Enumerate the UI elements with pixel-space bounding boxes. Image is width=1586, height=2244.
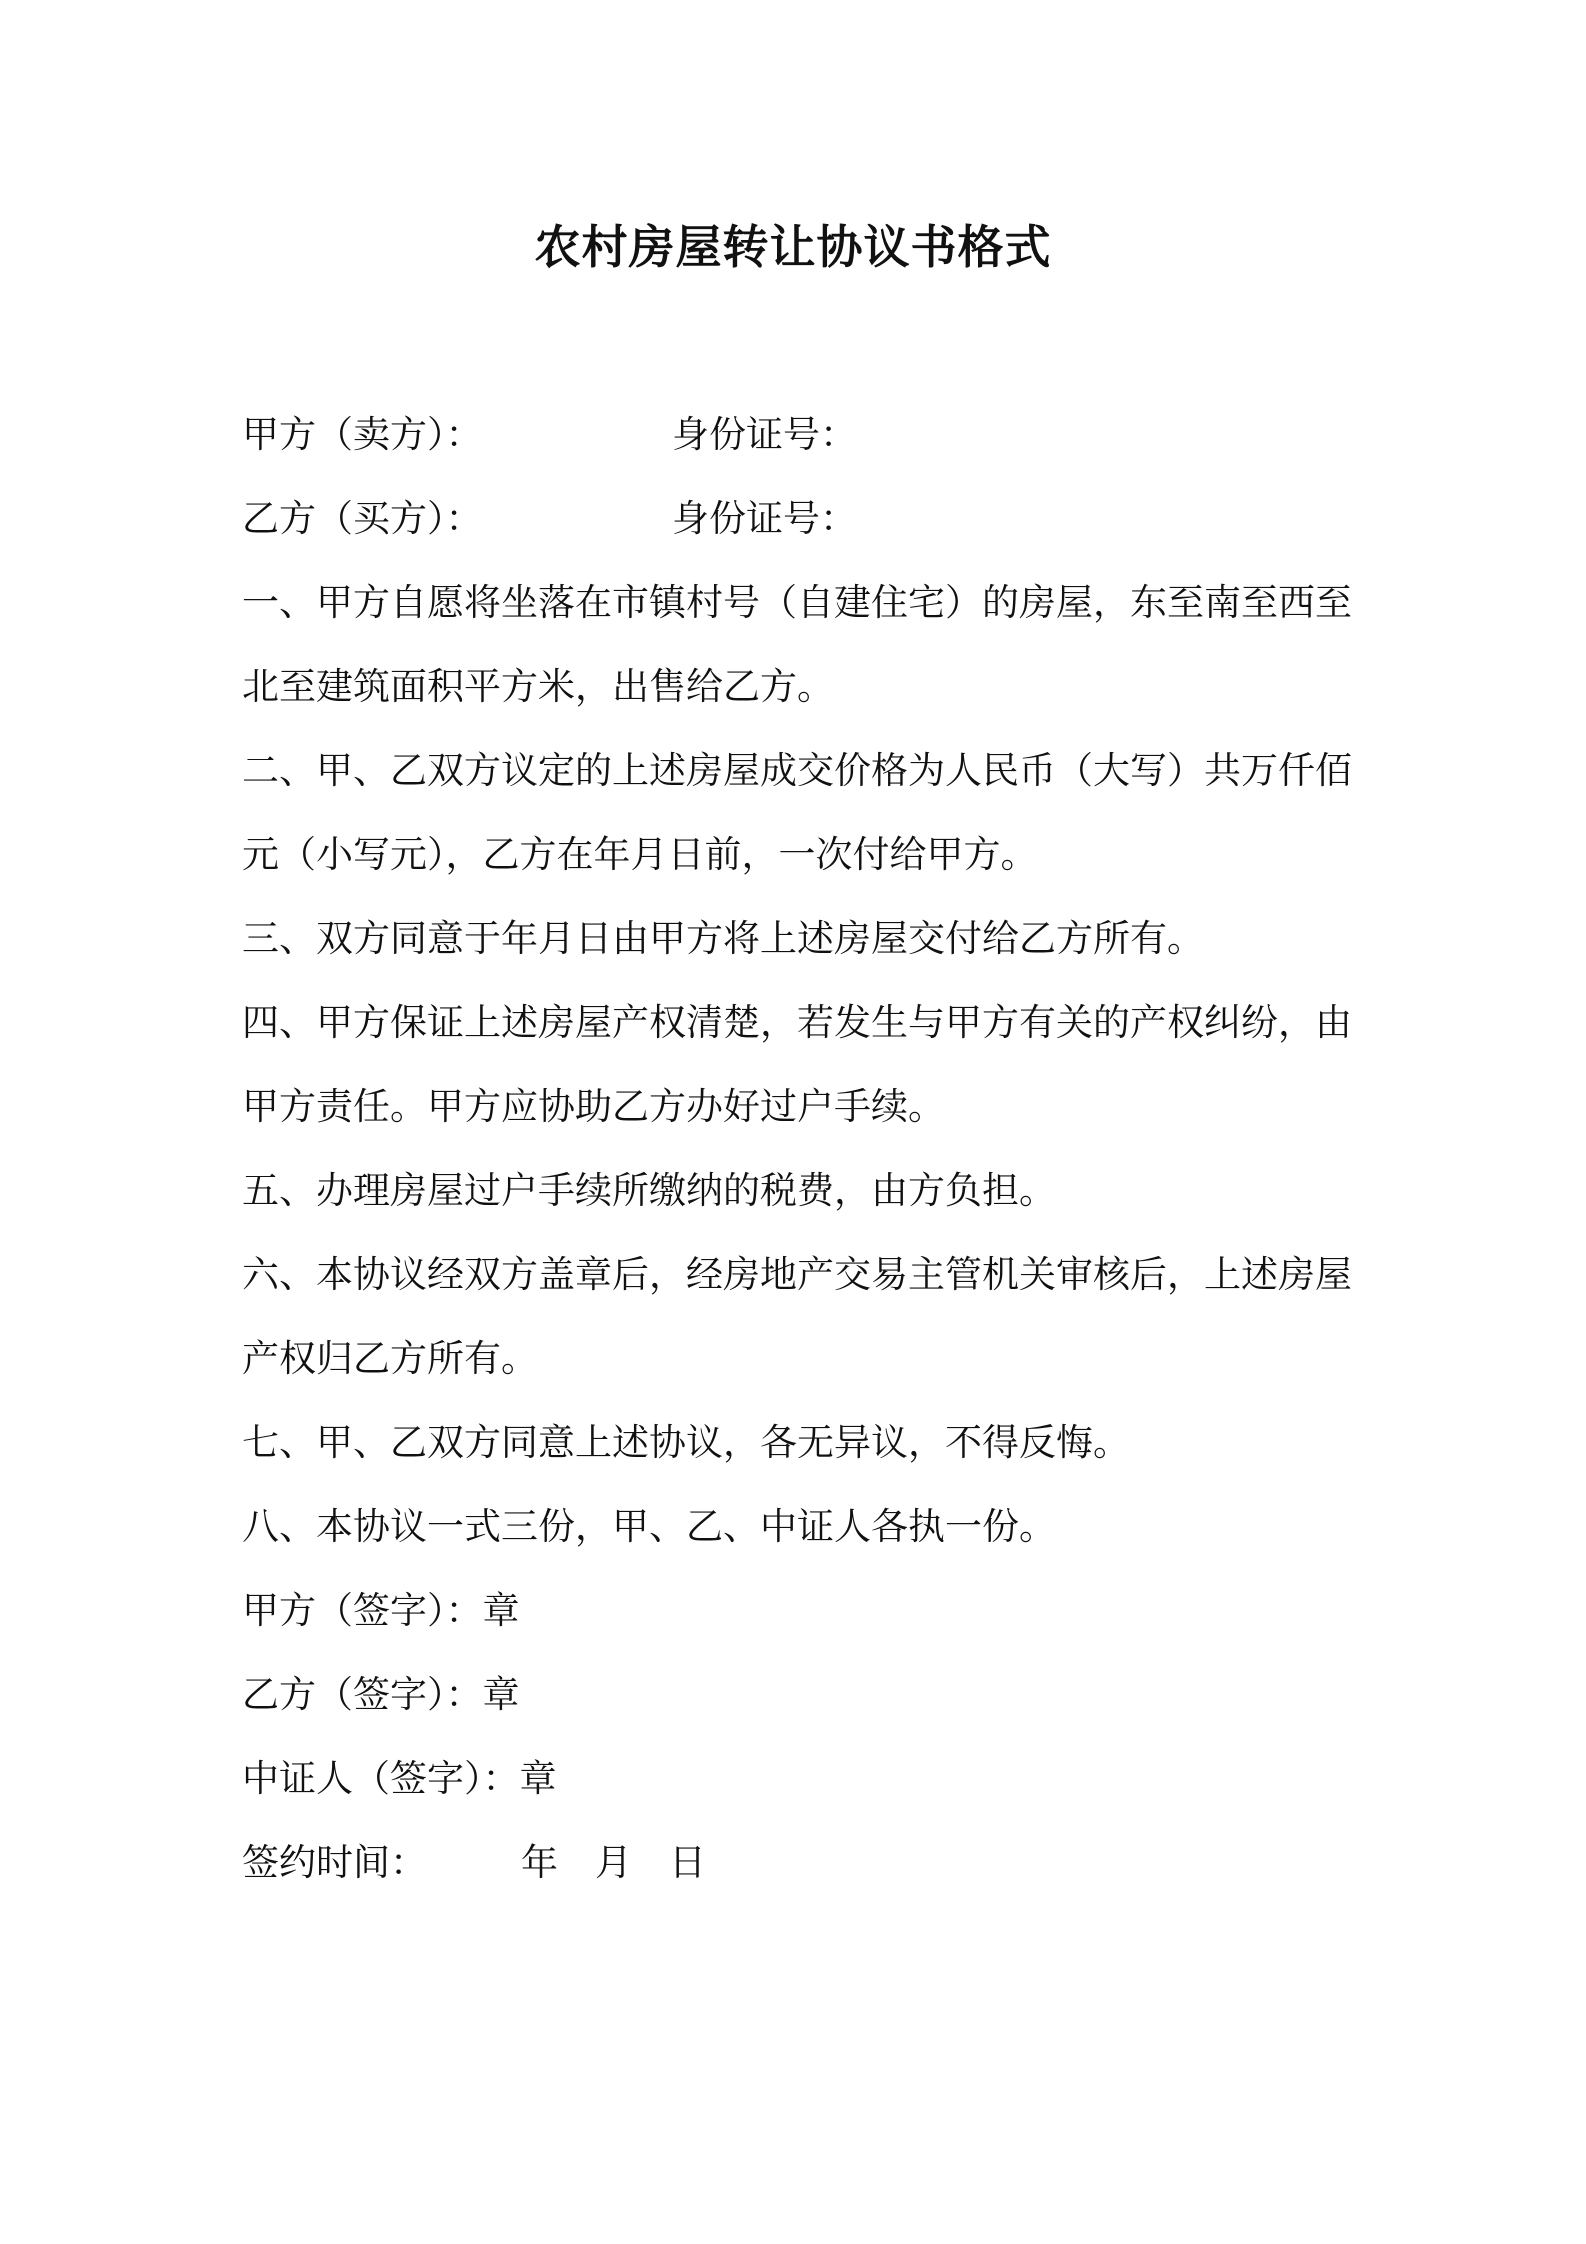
document-title: 农村房屋转让协议书格式 bbox=[534, 220, 1052, 274]
clause-line-7: 甲方责任。甲方应协助乙方办好过户手续。 bbox=[242, 1085, 945, 1128]
clause-line-9: 六、本协议经双方盖章后，经房地产交易主管机关审核后，上述房屋 bbox=[242, 1253, 1352, 1296]
clause-line-10: 产权归乙方所有。 bbox=[242, 1337, 538, 1380]
clause-line-2: 北至建筑面积平方米，出售给乙方。 bbox=[242, 665, 834, 708]
seller-id-label: 身份证号： bbox=[672, 413, 857, 456]
date-month: 月 bbox=[595, 1841, 632, 1884]
seller-line bbox=[242, 405, 857, 465]
signing-date-line bbox=[242, 1833, 706, 1893]
date-year: 年 bbox=[521, 1841, 558, 1884]
clause-line-8: 五、办理房屋过户手续所缴纳的税费，由方负担。 bbox=[242, 1169, 1056, 1212]
clause-line-5: 三、双方同意于年月日由甲方将上述房屋交付给乙方所有。 bbox=[242, 917, 1204, 960]
signing-date-label: 签约时间： bbox=[242, 1841, 427, 1884]
clause-line-4: 元（小写元），乙方在年月日前，一次付给甲方。 bbox=[242, 833, 1038, 876]
clause-line-1: 一、甲方自愿将坐落在市镇村号（自建住宅）的房屋，东至南至西至 bbox=[242, 581, 1352, 624]
buyer-id-label: 身份证号： bbox=[672, 497, 857, 540]
clause-line-11: 七、甲、乙双方同意上述协议，各无异议，不得反悔。 bbox=[242, 1421, 1130, 1464]
seller-label: 甲方（卖方）： bbox=[242, 413, 483, 456]
clause-line-12: 八、本协议一式三份，甲、乙、中证人各执一份。 bbox=[242, 1505, 1056, 1548]
buyer-label: 乙方（买方）： bbox=[242, 497, 483, 540]
clause-line-6: 四、甲方保证上述房屋产权清楚，若发生与甲方有关的产权纠纷，由 bbox=[242, 1001, 1352, 1044]
signature-witness: 中证人（签字）：章 bbox=[242, 1757, 557, 1800]
date-day: 日 bbox=[669, 1841, 706, 1884]
buyer-line bbox=[242, 489, 857, 549]
signature-party-b: 乙方（签字）：章 bbox=[242, 1673, 520, 1716]
clause-line-3: 二、甲、乙双方议定的上述房屋成交价格为人民币（大写）共万仟佰 bbox=[242, 749, 1352, 792]
signature-party-a: 甲方（签字）：章 bbox=[242, 1589, 520, 1632]
